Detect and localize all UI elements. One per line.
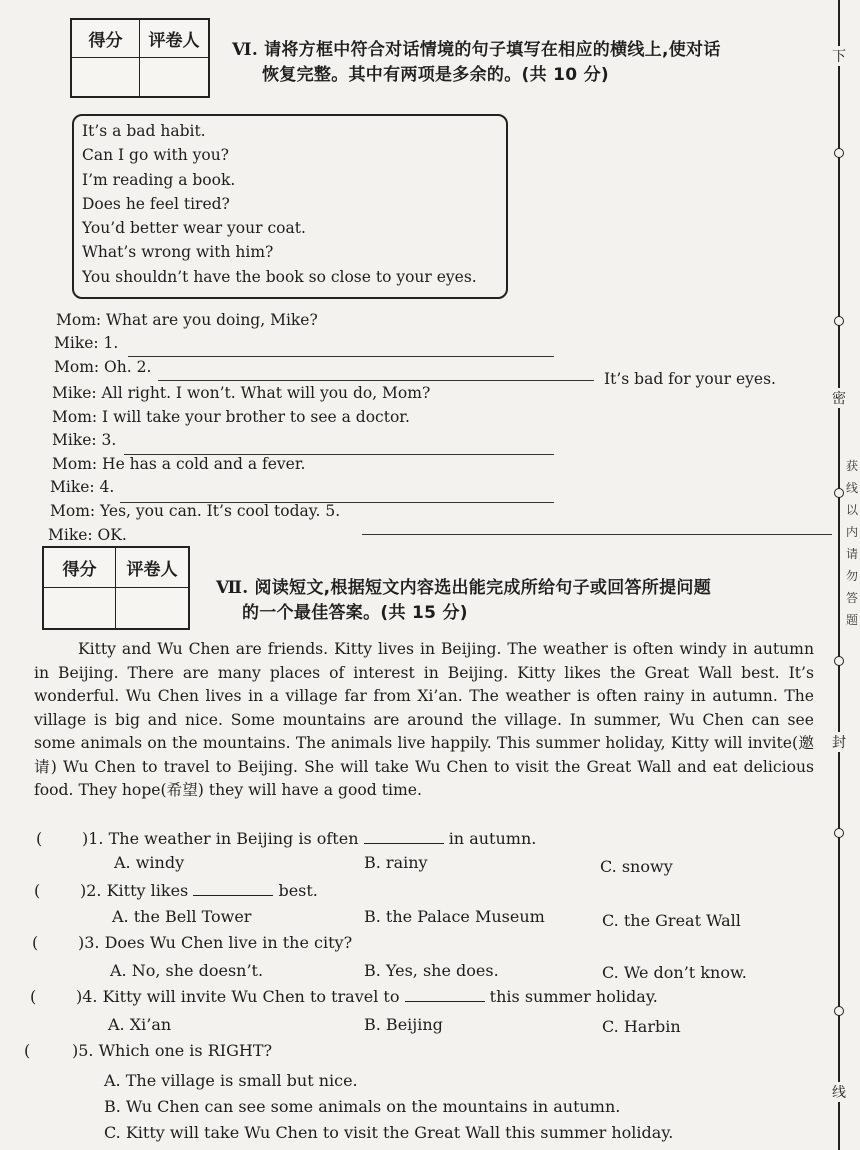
option-c[interactable]: C. the Great Wall bbox=[602, 911, 741, 930]
option-c[interactable]: C. We don’t know. bbox=[602, 963, 747, 982]
question-text-end: this summer holiday. bbox=[489, 987, 658, 1006]
binding-note: 获 线 以 内 请 勿 答 题 bbox=[846, 459, 859, 627]
binding-hole bbox=[834, 828, 844, 838]
section-7-number: Ⅶ. bbox=[216, 578, 249, 598]
option-b[interactable]: B. the Palace Museum bbox=[364, 907, 545, 926]
binding-hole bbox=[834, 488, 844, 498]
score-box-section-6 bbox=[70, 18, 210, 98]
dialogue-line: Mike: 3. bbox=[52, 431, 117, 449]
question-blank[interactable] bbox=[405, 988, 485, 1002]
option-sentence: You shouldn’t have the book so close to your eyes. bbox=[82, 267, 477, 286]
dialogue-line: Mom: Oh. 2. bbox=[54, 358, 152, 376]
dialogue-line: Mike: 1. bbox=[54, 334, 119, 352]
option-sentence: What’s wrong with him? bbox=[82, 243, 274, 262]
section-6-number: Ⅵ. bbox=[232, 40, 259, 60]
question-2 bbox=[34, 880, 794, 902]
option-sentence: I’m reading a book. bbox=[82, 170, 236, 189]
option-b[interactable]: B. Wu Chen can see some animals on the mountains in autumn. bbox=[104, 1097, 621, 1116]
question-text-end: in autumn. bbox=[448, 829, 537, 848]
answer-blank-2[interactable] bbox=[158, 380, 594, 381]
option-c[interactable]: C. Kitty will take Wu Chen to visit the Great Wall this summer holiday. bbox=[104, 1123, 674, 1142]
answer-paren[interactable]: ( bbox=[36, 829, 43, 848]
option-b[interactable]: B. rainy bbox=[364, 853, 428, 872]
score-cell[interactable] bbox=[44, 588, 116, 628]
binding-char-feng: 封 bbox=[826, 732, 852, 752]
option-c[interactable]: C. snowy bbox=[600, 857, 673, 876]
grader-cell[interactable] bbox=[140, 58, 208, 96]
binding-char-xian: 线 bbox=[826, 1082, 852, 1102]
option-c[interactable]: C. Harbin bbox=[602, 1017, 681, 1036]
dialogue-line: Mike: OK. bbox=[48, 526, 127, 544]
dialogue-line: Mom: He has a cold and a fever. bbox=[52, 455, 306, 473]
answer-paren[interactable]: ( bbox=[34, 881, 41, 900]
binding-hole bbox=[834, 148, 844, 158]
dialogue-line: Mom: What are you doing, Mike? bbox=[56, 311, 318, 329]
grader-label: 评卷人 bbox=[116, 548, 188, 588]
question-4 bbox=[30, 986, 810, 1008]
question-1 bbox=[36, 828, 796, 850]
question-text: )4. Kitty will invite Wu Chen to travel to bbox=[76, 987, 400, 1006]
score-label: 得分 bbox=[72, 20, 140, 58]
dialogue-tail: It’s bad for your eyes. bbox=[604, 370, 776, 388]
binding-hole bbox=[834, 656, 844, 666]
option-sentence: Does he feel tired? bbox=[82, 194, 230, 213]
dialogue-line: Mom: Yes, you can. It’s cool today. 5. bbox=[50, 502, 341, 520]
section-6-title bbox=[232, 38, 812, 88]
binding-hole bbox=[834, 316, 844, 326]
section-7-title-line1: 阅读短文,根据短文内容选出能完成所给句子或回答所提问题 bbox=[254, 578, 712, 598]
option-a[interactable]: A. windy bbox=[114, 853, 185, 872]
option-a[interactable]: A. the Bell Tower bbox=[112, 907, 252, 926]
answer-blank-1[interactable] bbox=[128, 356, 554, 357]
dialogue-line: Mike: All right. I won’t. What will you do, Mom? bbox=[52, 384, 431, 402]
option-sentence: You’d better wear your coat. bbox=[82, 219, 306, 238]
option-sentence: Can I go with you? bbox=[82, 146, 229, 165]
answer-paren[interactable]: ( bbox=[30, 987, 37, 1006]
answer-blank-5[interactable] bbox=[362, 534, 832, 535]
answer-paren[interactable]: ( bbox=[24, 1041, 31, 1060]
question-text-end: best. bbox=[278, 881, 318, 900]
option-a[interactable]: A. Xi’an bbox=[108, 1015, 172, 1034]
binding-char-mi: 密 bbox=[826, 388, 852, 408]
binding-hole bbox=[834, 1006, 844, 1016]
question-3 bbox=[32, 932, 792, 954]
question-text: )1. The weather in Beijing is often bbox=[82, 829, 359, 848]
section-7-title bbox=[216, 576, 816, 626]
option-a[interactable]: A. The village is small but nice. bbox=[104, 1071, 358, 1090]
grader-label: 评卷人 bbox=[140, 20, 208, 58]
question-text: )3. Does Wu Chen live in the city? bbox=[78, 933, 353, 952]
dialogue-line: Mom: I will take your brother to see a doctor. bbox=[52, 408, 410, 426]
sentence-options-box bbox=[72, 114, 508, 299]
dialogue-line: Mike: 4. bbox=[50, 478, 115, 496]
grader-cell[interactable] bbox=[116, 588, 188, 628]
question-5 bbox=[24, 1040, 784, 1062]
score-box-section-7 bbox=[42, 546, 190, 630]
option-sentence: It’s a bad habit. bbox=[82, 122, 206, 140]
question-blank[interactable] bbox=[364, 830, 444, 844]
score-cell[interactable] bbox=[72, 58, 140, 96]
option-b[interactable]: B. Yes, she does. bbox=[364, 961, 499, 980]
reading-passage: Kitty and Wu Chen are friends. Kitty lives in Beijing. The weather is often windy in autumn in Beijing. There are many places of interest in Beijing. Kitty likes the Great Wall best. It’s wonderful. Wu Chen lives in a village far from Xi’an. The weather is often rainy in autumn. The village is big and nice. Some mountains are around the village. In summer, Wu Chen can see some animals on the mountains. The animals live happily. This summer holiday, Kitty will invite(邀请) Wu Chen to travel to Beijing. She will take Wu Chen to visit the Great Wall and eat delicious food. They hope(希望) they will have a good time. bbox=[34, 640, 814, 799]
option-a[interactable]: A. No, she doesn’t. bbox=[110, 961, 264, 980]
option-b[interactable]: B. Beijing bbox=[364, 1015, 443, 1034]
question-blank[interactable] bbox=[193, 882, 273, 896]
answer-paren[interactable]: ( bbox=[32, 933, 39, 952]
section-7-title-line2: 的一个最佳答案。(共 15 分) bbox=[242, 603, 468, 623]
section-6-title-line2: 恢复完整。其中有两项是多余的。(共 10 分) bbox=[262, 65, 609, 85]
binding-char-xia: 下 bbox=[826, 46, 852, 66]
binding-line bbox=[838, 0, 840, 1150]
section-6-title-line1: 请将方框中符合对话情境的句子填写在相应的横线上,使对话 bbox=[264, 40, 721, 60]
score-label: 得分 bbox=[44, 548, 116, 588]
question-text: )2. Kitty likes bbox=[80, 881, 189, 900]
question-text: )5. Which one is RIGHT? bbox=[72, 1041, 273, 1060]
